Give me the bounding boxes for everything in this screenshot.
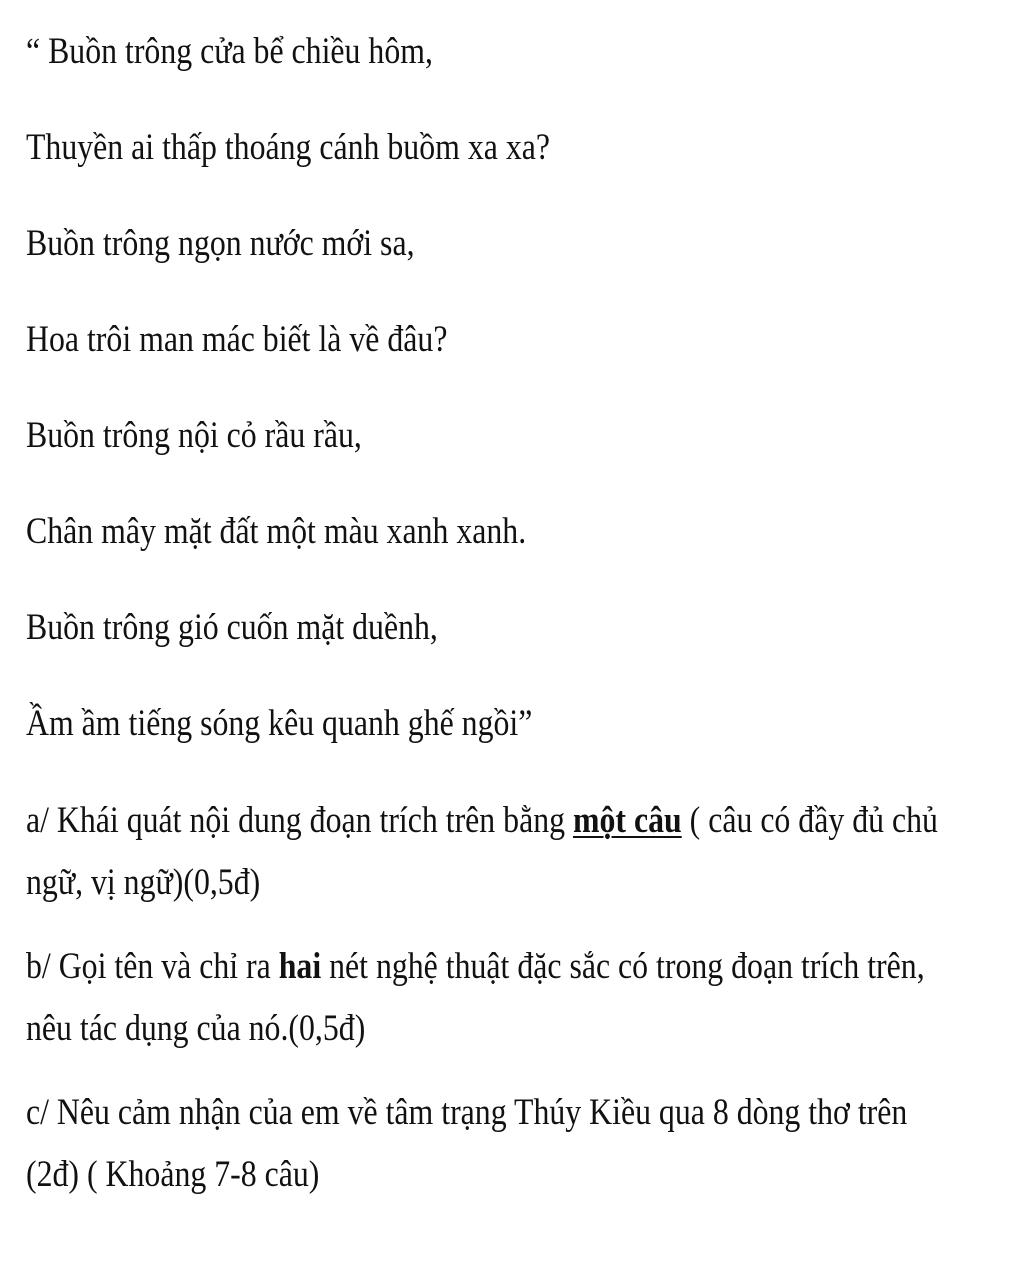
poem-line: Ầm ầm tiếng sóng kêu quanh ghế ngồi”: [26, 703, 533, 744]
question-b-emphasis: hai: [278, 946, 322, 987]
poem-line: Buồn trông ngọn nước mới sa,: [26, 223, 415, 264]
question-b-text-cont: nét nghệ thuật đặc sắc có trong đoạn trích trên,: [321, 946, 925, 987]
question-a-emphasis: một câu: [572, 800, 682, 841]
poem-line: Buồn trông gió cuốn mặt duềnh,: [26, 607, 438, 648]
question-c-line-1: c/ Nêu cảm nhận của em về tâm trạng Thúy Kiều qua 8 dòng thơ trên: [26, 1092, 908, 1133]
document-page: [26, 22, 938, 1228]
question-b-text: b/ Gọi tên và chỉ ra: [26, 946, 279, 987]
question-a: [26, 790, 938, 914]
question-a-text: a/ Khái quát nội dung đoạn trích trên bằng: [26, 800, 573, 841]
poem-line: “ Buồn trông cửa bể chiều hôm,: [26, 31, 433, 72]
question-b-line-1: [26, 936, 925, 998]
question-a-text-cont: ( câu có đầy đủ chủ: [681, 800, 938, 841]
question-a-line-2: ngữ, vị ngữ)(0,5đ): [26, 862, 261, 903]
poem-line: Hoa trôi man mác biết là về đâu?: [26, 319, 448, 360]
poem-line: Buồn trông nội cỏ rầu rầu,: [26, 415, 362, 456]
question-c: [26, 1082, 908, 1206]
question-a-line-1: [26, 790, 938, 852]
poem-line: Thuyền ai thấp thoáng cánh buồm xa xa?: [26, 127, 550, 168]
question-c-line-2: (2đ) ( Khoảng 7-8 câu): [26, 1154, 320, 1195]
question-b-line-2: nêu tác dụng của nó.(0,5đ): [26, 1008, 366, 1049]
poem-line: Chân mây mặt đất một màu xanh xanh.: [26, 511, 527, 552]
poem-excerpt: [26, 22, 869, 790]
question-b: [26, 936, 925, 1060]
